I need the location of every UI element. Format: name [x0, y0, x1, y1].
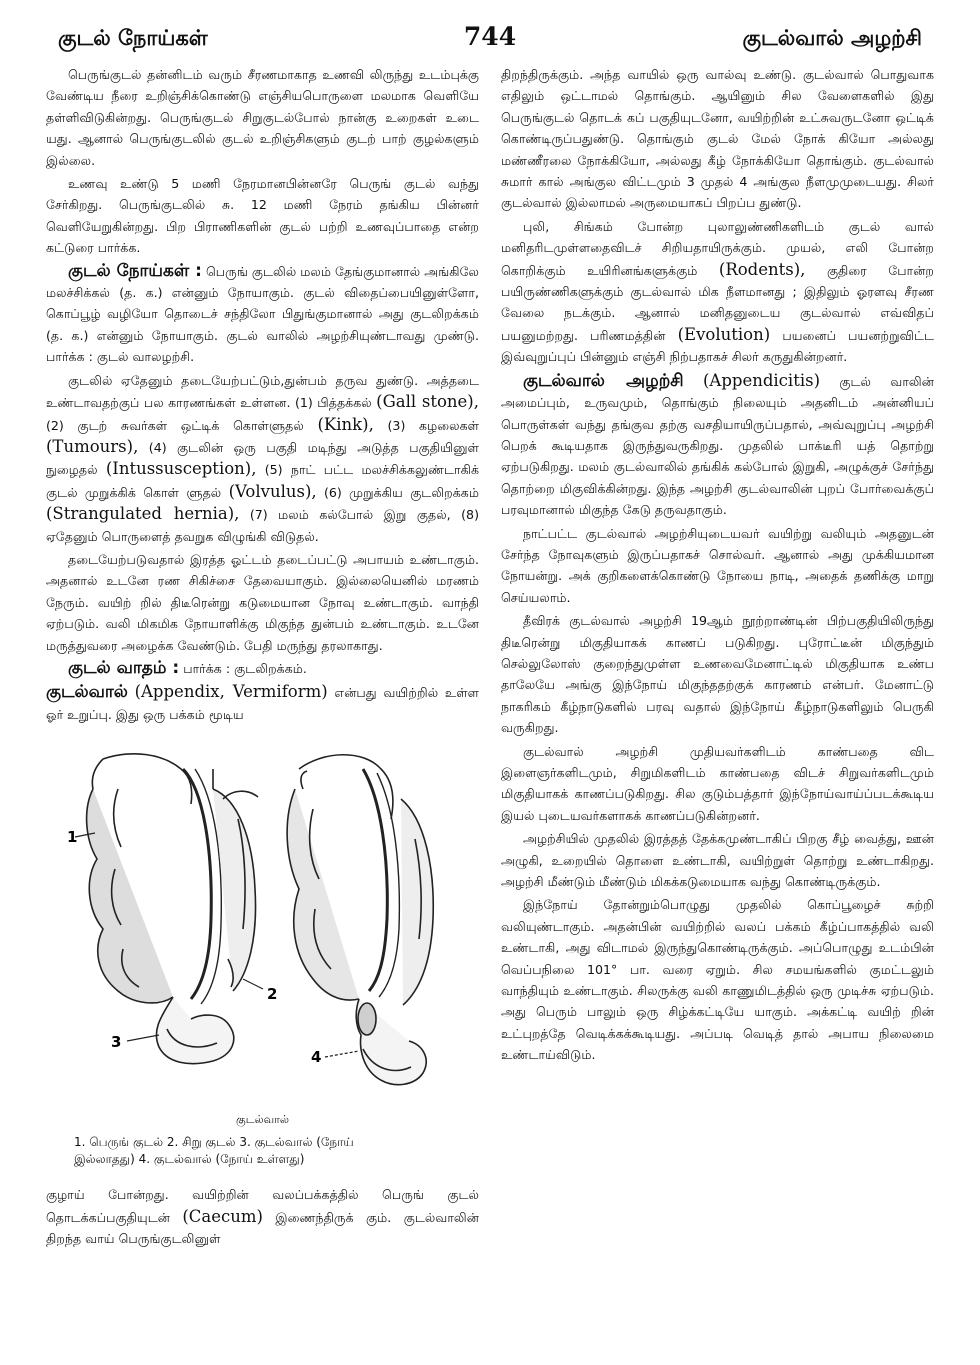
text-appendix: என்பது வயிற்றில் உள்ள ஓர் உறுப்பு. இது ஒரு பக்கம் மூடிய [46, 685, 479, 722]
figure-label-2: 2 [266, 985, 277, 1004]
latin-kink: (Kink), [317, 414, 374, 434]
appendix-illustration [63, 729, 463, 1109]
latin-caecum: (Caecum) [182, 1206, 263, 1226]
diseased-appendix-drawing [287, 755, 433, 1085]
latin-tumours: (Tumours), [46, 436, 139, 456]
latin-appendicitis: (Appendicitis) [702, 370, 821, 390]
paragraph-intestinal-diseases [46, 261, 479, 368]
text-animals-c: பயனைப் பயனற்றுவிட்ட இவ்வுறுப்புப் பின்னும் எஞ்சி நிற்பதாகச் சிலர் கருதுகின்றனர். [501, 327, 934, 365]
page-header [28, 0, 952, 60]
latin-appendix: (Appendix, Vermiform) [134, 682, 328, 702]
paragraph-animal-appendix [501, 216, 934, 368]
figure-label-1: 1 [66, 828, 77, 847]
paragraph-age-distribution: குடல்வால் அழற்சி முதியவர்களிடம் காண்பதை விட இளைஞர்களிடமும், சிறுமிகளிடம் காண்பதை விடச் சிறுவர்களிடமும் மிகுதியாகக் காணப்படுகிறது. சில குடும்பத்தார் இந்நோய்வாய்ப்படக்கூடிய இயல் புடையவர்களாகக் காணப்படுகின்றனர். [501, 743, 934, 823]
text-appendix-cont-a: குழாய் போன்றது. வயிற்றின் வலப்பக்கத்தில் பெருங் குடல் தொடக்கப்பகுதியுடன் [46, 1187, 479, 1225]
latin-rodents: (Rodents), [718, 259, 806, 279]
left-column [46, 64, 479, 1345]
text-animals-a: புலி, சிங்கம் போன்ற புலாலுண்ணிகளிடம் குடல் வால் மனிதரிடமுள்ளதைவிடச் சிறியதாயிருக்கும். முயல், எலி போன்ற கொறிக்கும் உயிரினங்களுக்கும் [501, 218, 934, 278]
text-obstruction-c: (3) கழலைகள் [387, 417, 479, 433]
paragraph-digestion-time: உணவு உண்டு 5 மணி நேரமானபின்னரே பெருங் குடல் வந்து சேர்கிறது. பெருங்குடலில் சு. 12 மணி நேரம் தங்கிய பின்னர் வெளியேறுகின்றது. பிற பிராணிகளின் குடல் பற்றி உணவுப்பாதை என்ற கட்டுரை பார்க்க. [46, 176, 479, 256]
heading-intestinal-diseases: குடல் நோய்கள் : [68, 260, 202, 281]
paragraph-appendix [46, 681, 479, 725]
figure-caption-line-1: 1. பெருங் குடல் 2. சிறு குடல் 3. குடல்வால் (நோய் [74, 1135, 354, 1150]
text-intestinal-paralysis: பார்க்க : குடலிறக்கம். [183, 660, 307, 676]
appendix-figure [46, 729, 479, 1128]
running-head-left: குடல் நோய்கள் [58, 26, 208, 50]
text-appendicitis: குடல் வாலின் அமைப்பும், உருவமும், தொங்கும் நிலையும் அதனிடம் அன்னியப் பொருள்கள் வந்து தங்குவ தற்கு வசதியாயிருப்பதால், அவ்வுறுப்பு அழற்சி பெறக் கூடியதாக இருந்துவருகிறது. முதலில் பாக்டீரி யத் தொற்று ஏற்படுகிறது. மலம் குடல்வாலில் தங்கிக் கல்போல் இறுகி, அழுக்குச் சேர்ந்து தொற்றை மிகுவிக்கின்றது. இந்த அழற்சி குடல்வாலின் புறப் போர்வைக்குப் பரவுமானால் மிகுந்த கேடு தருவதாகும். [501, 373, 934, 518]
healthy-appendix-drawing [75, 754, 263, 1064]
figure-title: குடல்வால் [235, 1113, 289, 1127]
paragraph-appendicitis [501, 370, 934, 521]
text-intestinal-diseases: பெருங் குடலில் மலம் தேங்குமானால் அங்கிலே மலச்சிக்கல் (த. க.) என்னும் நோயாகும். குடல் விதைப்பையினுள்ளோ, கொப்பூழ் வழியோ தொடைச் சந்திலோ பிதுங்குமானால் அது குடலிறக்கம் (த. க.) என்னும் நோயாகும். குடல் வாலில் அழற்சியுண்டாவது முண்டு. பார்க்க : குடல் வாலழற்சி. [46, 263, 479, 365]
figure-label-3: 3 [110, 1033, 121, 1052]
text-obstruction-g: (7) மலம் கல்போல் இறு குதல், (8) ஏதேனும் பொருளைத் தவறுக விழுங்கி விடுதல். [46, 507, 479, 544]
paragraph-chronic-appendicitis: நாட்பட்ட குடல்வால் அழற்சியுடையவர் வயிற்று வலியும் அதனுடன் சேர்ந்த நோவுகளும் இருப்பதாகச் சொல்வர். ஆனால் அது முக்கியமான நோயன்று. அக் குறிகளைக்கொண்டு நோயை நாடி, அதைக் தணிக்கு மாறு செய்யலாம். [501, 525, 934, 605]
text-obstruction-d: (4) குடலின் ஒரு பகுதி மடிந்து அடுத்த பகுதியினுள் நுழைதல் [46, 439, 479, 478]
paragraph-intestinal-paralysis [46, 658, 479, 679]
paragraph-inflammation-stages: அழற்சியில் முதலில் இரத்தத் தேக்கமுண்டாகிப் பிறகு சீழ் வைத்து, ஊன் அழுகி, உறையில் தொளை உண்டாகி, வயிற்றுள் தொற்று உண்டாகிறது. அழற்சி மீண்டும் மீண்டும் மிகக்கடுமையாக வந்து கொண்டிருக்கும். [501, 831, 934, 890]
two-column-body [46, 64, 934, 1345]
paragraph-large-intestine: பெருங்குடல் தன்னிடம் வரும் சீரணமாகாத உணவி லிருந்து உடம்புக்கு வேண்டிய நீரை உறிஞ்சிக்கொண்டு எஞ்சியபொருளை மலமாக வெளியே தள்ளிவிடுகின்றது. பெருங்குடல் சிறுகுடல்போல் நான்கு உறைகள் உடை யது. ஆனால் பெருங்குடலில் குடல் உறிஞ்சிகளும் குடற் பாற் குழல்களும் இல்லை. [46, 67, 479, 168]
latin-gall-stone: (Gall stone), [376, 392, 479, 412]
paragraph-appendix-valve: திறந்திருக்கும். அந்த வாயில் ஒரு வால்வு உண்டு. குடல்வால் பொதுவாக எதிலும் ஒட்டாமல் தொங்கும். ஆயினும் சில வேளைகளில் இது பெருங்குடல் தொடக் கப் பகுதியுடனோ, வயிற்றின் உட்சுவருடனோ ஒட்டிக் கொண்டிருப்பதுண்டு. தொங்கும் குடல் மேல் நோக் கியோ அல்லது மண்ணீரலை நோக்கியோ, அல்லது கீழ் நோக்கியோ தொங்கும். குடல்வால் சுமார் கால் அங்குல விட்டமும் 3 முதல் 4 அங்குல நீளமுமுடையது. சிலர் குடல்வால் இல்லாமல் அருமையாகப் பிறப்ப துண்டு. [501, 67, 934, 211]
latin-volvulus: (Volvulus), [228, 481, 317, 501]
paragraph-obstruction-causes [46, 370, 479, 547]
text-animals-b: குதிரை போன்ற பயிருண்ணிகளுக்கும் குடல்வால் மிக நீளமானது ; இதிலும் ஓரளவு சீரண வேலை நடக்கும். ஆனால் மனிதனுடைய குடல்வால் எவ்விதப் பயனுமற்றது. பரிணமத்தின் [501, 262, 934, 343]
figure-caption-line-2: இல்லாதது) 4. குடல்வால் (நோய் உள்ளது) [74, 1152, 305, 1167]
page-number: 744 [463, 22, 517, 51]
heading-intestinal-paralysis: குடல் வாதம் : [68, 657, 180, 678]
paragraph-symptoms: இந்நோய் தோன்றும்பொழுது முதலில் கொப்பூழைச் சுற்றி வலியுண்டாகும். அதன்பின் வயிற்றில் வலப் பக்கம் கீழ்ப்பாகத்தில் வலி உண்டாகி, அது விடாமல் இருந்துகொண்டிருக்கும். அப்பொழுது உடம்பின் வெப்பநிலை 101° பா. வரை ஏறும். சில சமயங்களில் குமட்டலும் வாந்தியும் உண்டாகும். சிலருக்கு வலி காணுமிடத்தில் ஒரு முடிச்சு ஏற்படும். அது பெரும் பாலும் ஒரு சிழ்க்கட்டியே யாகும். அக்கட்டி வயிற் றின் உட்புறத்தே வெடிக்கக்கூடியது. அப்படி வெடித் தால் அபாய நிலைமை உண்டாய்விடும். [501, 897, 934, 1063]
latin-evolution: (Evolution) [677, 324, 771, 344]
right-column [501, 64, 934, 1345]
figure-caption [46, 1134, 479, 1168]
text-obstruction-b: (2) குடற் சுவர்கள் ஒட்டிக் கொள்ளுதல் [46, 417, 304, 433]
running-head-right: குடல்வால் அழற்சி [742, 26, 922, 50]
paragraph-acute-appendicitis: தீவிரக் குடல்வால் அழற்சி 19ஆம் நூற்றாண்டின் பிற்பகுதியிலிருந்து திடீரென்று மிகுதியாகக் காணப் படுகிறது. புரோட்டீன் மிகுந்தும் செல்லுலோஸ் குறைந்துமுள்ள உணவைமேனாட்டில் மிகுதியாக உண்ப தாலேயே அங்கு இந்நோய் மிகுந்ததற்குக் காரணம் என்பர். மேனாட்டு நாகரிகம் கீழ்நாடுகளில் பரவு வதால் இந்நோய் கீழ்நாடுகளிலும் பெருகி வருகிறது. [501, 613, 934, 736]
text-obstruction-e: (5) நாட் பட்ட மலச்சிக்கலுண்டாகிக் குடல் முறுக்கிக் கொள் ளுதல் [46, 462, 479, 500]
text-obstruction-a: குடலில் ஏதேனும் தடையேற்பட்டும்,துன்பம் தருவ துண்டு. அத்தடை உண்டாவதற்குப் பல காரணங்கள் உள்ளன. (1) பித்தக்கல் [46, 372, 479, 411]
text-obstruction-f: (6) முறுக்கிய குடலிறக்கம் [324, 484, 479, 500]
heading-appendicitis: குடல்வால் அழற்சி [523, 370, 684, 391]
latin-strangulated-hernia: (Strangulated hernia), [46, 504, 240, 524]
paragraph-obstruction-danger: தடையேற்படுவதால் இரத்த ஓட்டம் தடைப்பட்டு அபாயம் உண்டாகும். அதனால் உடனே ரண சிகிச்சை தேவையாகும். இல்லையெனில் மரணம் நேரும். வயிற் றில் திடீரென்று கடுமையான நோவு உண்டாகும். வாந்தி ஏற்படும். வலி மிகமிக நோயாளிக்கு மிகுந்த துன்பம் உண்டாகும். உடனே மருத்துவரை அழைக்க வேண்டும். பேதி மருந்து தரலாகாது. [46, 551, 479, 653]
latin-intussusception: (Intussusception), [105, 459, 257, 479]
figure-label-4: 4 [310, 1048, 321, 1067]
text-appendix-cont-b: இணைந்திருக் கும். குடல்வாலின் திறந்த வாய் பெருங்குடலினுள் [46, 1209, 479, 1246]
paragraph-appendix-continued [46, 1184, 479, 1249]
heading-appendix: குடல்வால் [46, 682, 128, 703]
